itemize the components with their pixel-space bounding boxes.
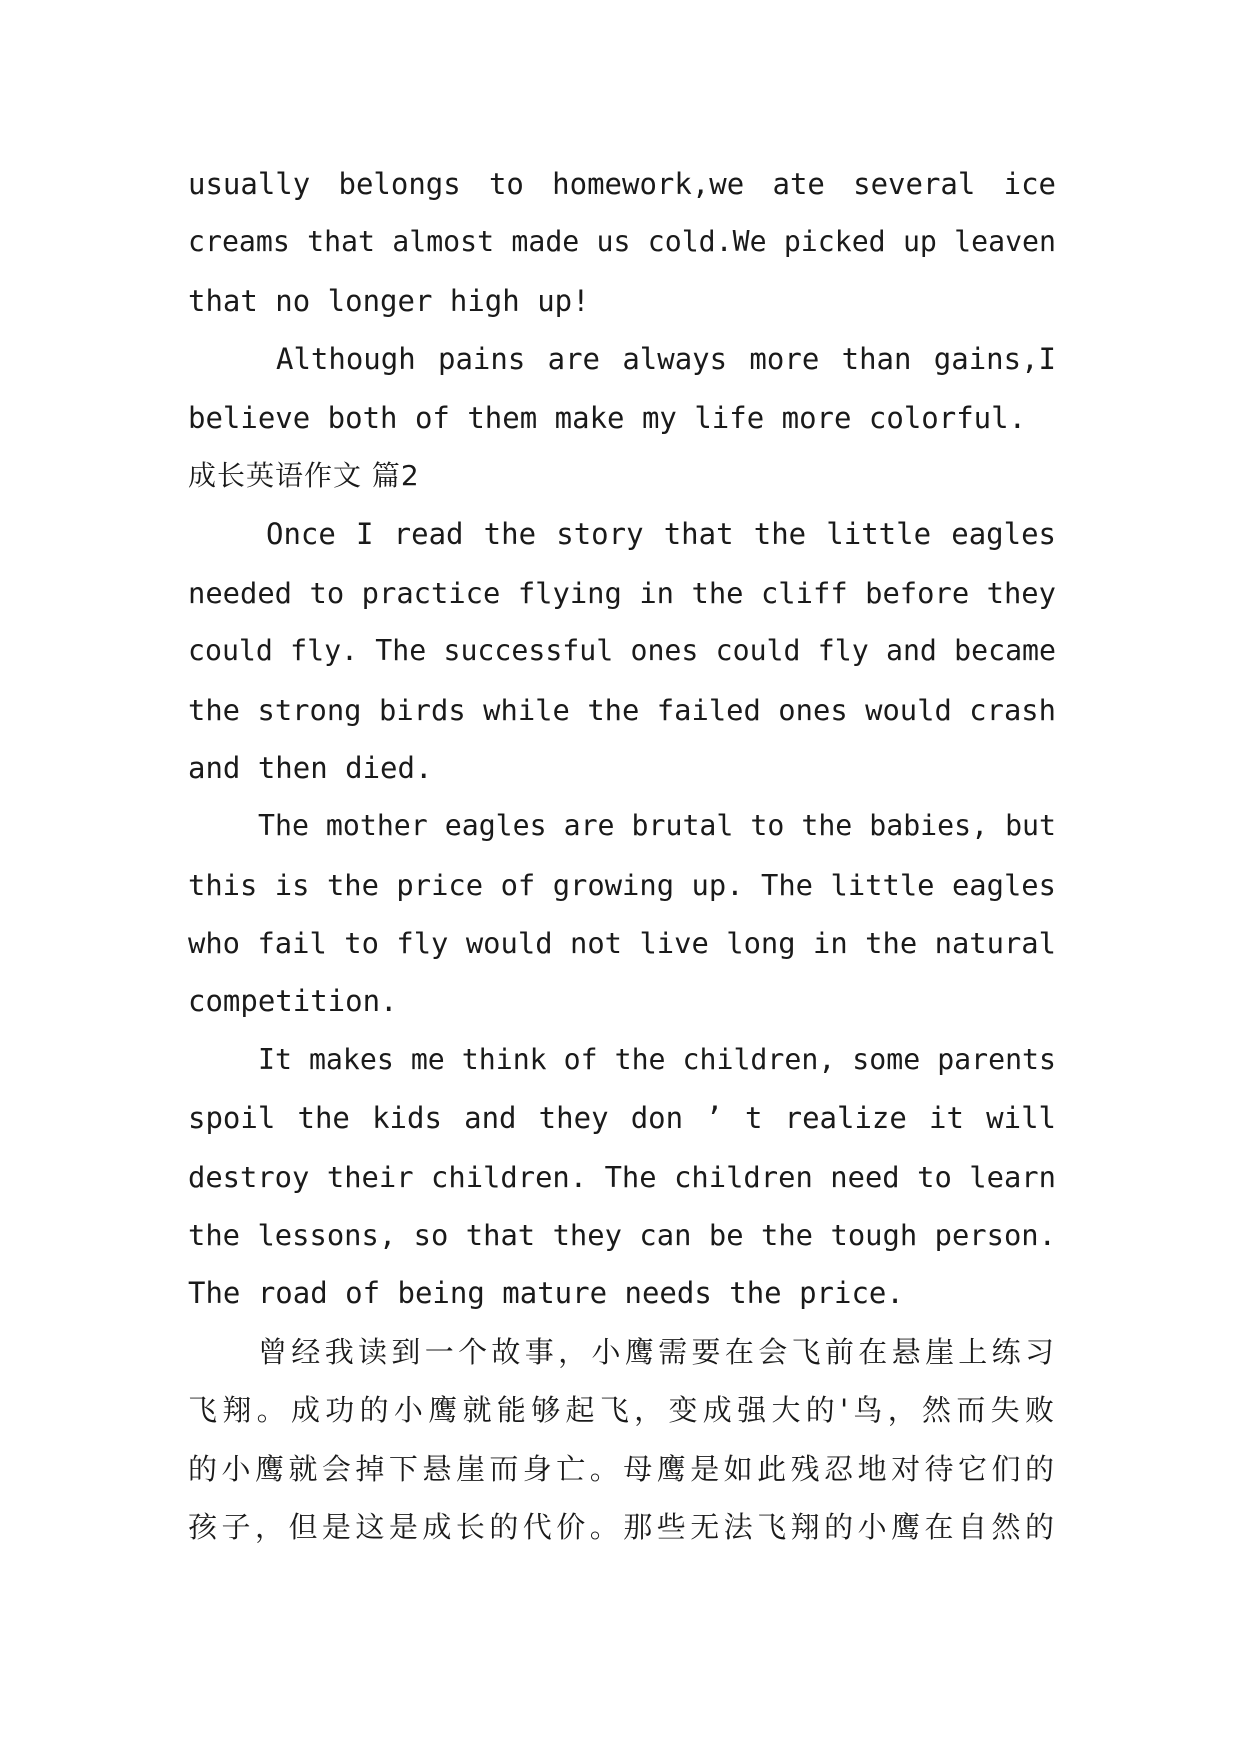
text-line: competition. [188,984,398,1019]
text-line: this is the price of growing up. The little eagles [188,867,1056,902]
document-page [188,155,1056,1556]
text-line: Although pains are always more than gains,I [276,342,1056,377]
text-line: who fail to fly would not live long in the natural [188,926,1056,961]
text-line: needed to practice flying in the cliff before they [188,575,1056,610]
text-line: spoil the kids and they don ’ t realize it will [188,1101,1056,1136]
text-line: believe both of them make my life more colorful. [188,400,1027,435]
text-line: 曾经我读到一个故事，小鹰需要在会飞前在悬崖上练习 [258,1334,1056,1369]
text-line: 飞翔。成功的小鹰就能够起飞，变成强大的'鸟，然而失败 [188,1393,1056,1428]
text-line: The mother eagles are brutal to the babies, but [258,809,1056,843]
text-line: usually belongs to homework,we ate several ice [188,167,1056,201]
text-line: the strong birds while the failed ones would crash [188,692,1056,727]
text-line: could fly. The successful ones could fly and became [188,634,1056,668]
text-line: 孩子，但是这是成长的代价。那些无法飞翔的小鹰在自然的 [188,1509,1056,1544]
text-line: destroy their children. The children need to learn [188,1159,1056,1194]
text-line: creams that almost made us cold.We picked up leaven [188,225,1056,259]
text-line: and then died. [188,750,433,785]
section-heading: 成长英语作文 篇2 [188,458,420,492]
text-line: It makes me think of the children, some parents [258,1042,1056,1076]
text-line: that no longer high up! [188,283,590,318]
text-line: Once I read the story that the little eagles [266,517,1056,552]
text-line: 的小鹰就会掉下悬崖而身亡。母鹰是如此残忍地对待它们的 [188,1451,1056,1486]
text-line: the lessons, so that they can be the tough person. [188,1218,1056,1253]
text-line: The road of being mature needs the price. [188,1276,904,1311]
